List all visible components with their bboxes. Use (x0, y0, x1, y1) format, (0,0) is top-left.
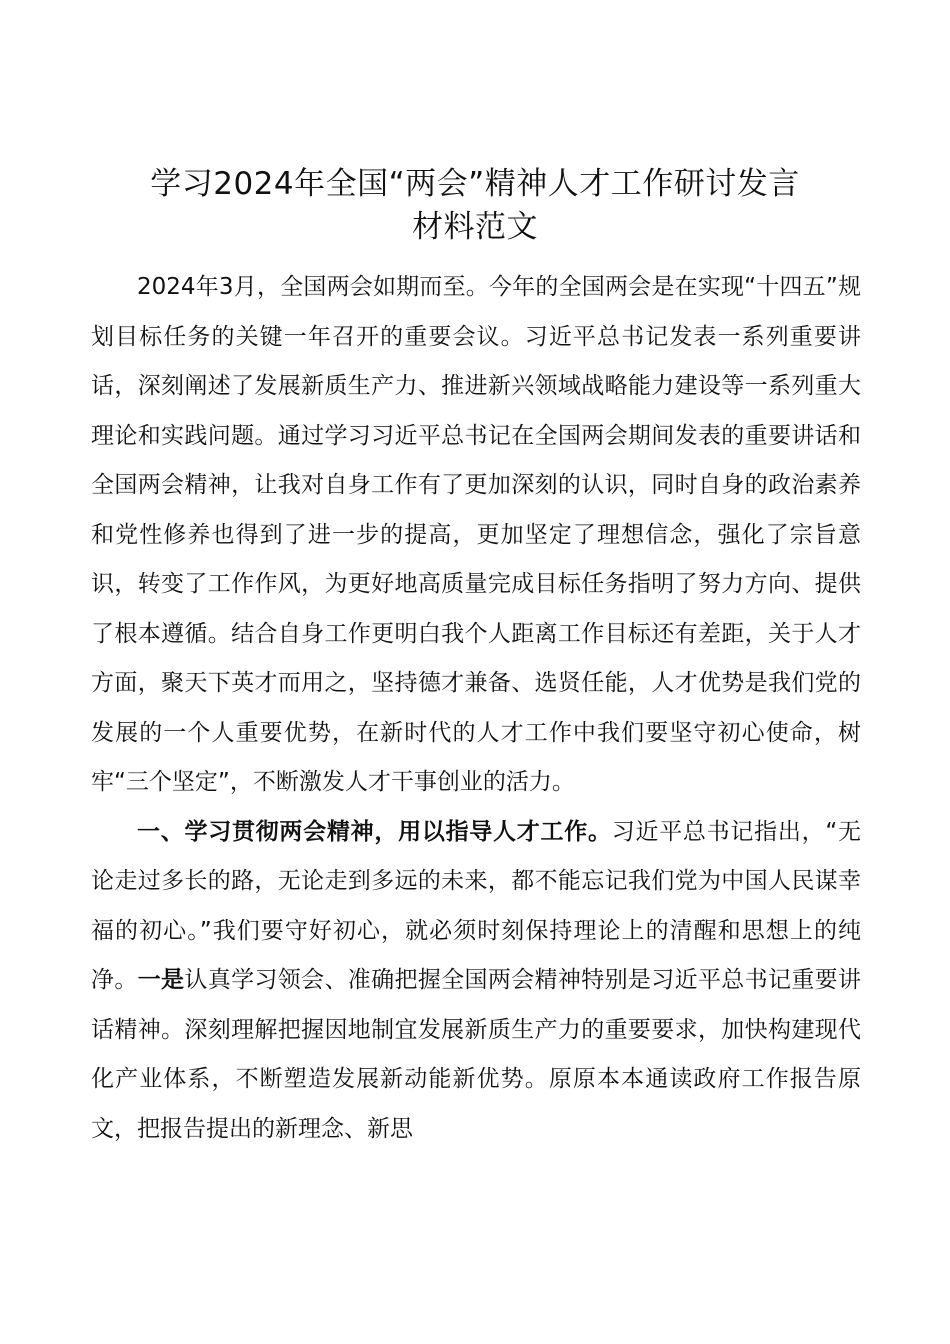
section-heading: 一、学习贯彻两会精神，用以指导人才工作。 (137, 818, 612, 845)
point-marker: 一是 (137, 967, 185, 993)
document-body (91, 263, 861, 1154)
paragraph-intro-text: 2024年3月，全国两会如期而至。今年的全国两会是在实现“十四五”规划目标任务的关键一年召开的重要会议。习近平总书记发表一系列重要讲话，深刻阐述了发展新质生产力、推进新兴领域战略能力建设等一系列重大理论和实践问题。通过学习习近平总书记在全国两会期间发表的重要讲话和全国两会精神，让我对自身工作有了更加深刻的认识，同时自身的政治素养和党性修养也得到了进一步的提高，更加坚定了理想信念，强化了宗旨意识，转变了工作作风，为更好地高质量完成目标任务指明了努力方向、提供了根本遵循。结合自身工作更明白我个人距离工作目标还有差距，关于人才方面，聚天下英才而用之，坚持德才兼备、选贤任能，人才优势是我们党的发展的一个人重要优势，在新时代的人才工作中我们要坚守初心使命，树牢“三个坚定”，不断激发人才干事创业的活力。 (91, 274, 861, 795)
title-line-1: 学习2024年全国“两会”精神人才工作研讨发言 (150, 166, 800, 202)
paragraph-intro (91, 263, 861, 808)
document-title (60, 163, 890, 249)
section-text-b: 认真学习领会、准确把握全国两会精神特别是习近平总书记重要讲话精神。深刻理解把握因地制宜发展新质生产力的重要要求，加快构建现代化产业体系，不断塑造发展新动能新优势。原原本本通读政府工作报告原文，把报告提出的新理念、新思 (91, 967, 861, 1142)
paragraph-section-one (91, 808, 861, 1155)
section-text-a: 习近平总书记指出，“无论走过多长的路，无论走到多远的未来，都不能忘记我们党为中国人民谋幸福的初心。”我们要守好初心，就必须时刻保持理论上的清醒和思想上的纯净。 (91, 818, 861, 993)
title-line-2: 材料范文 (412, 209, 538, 245)
